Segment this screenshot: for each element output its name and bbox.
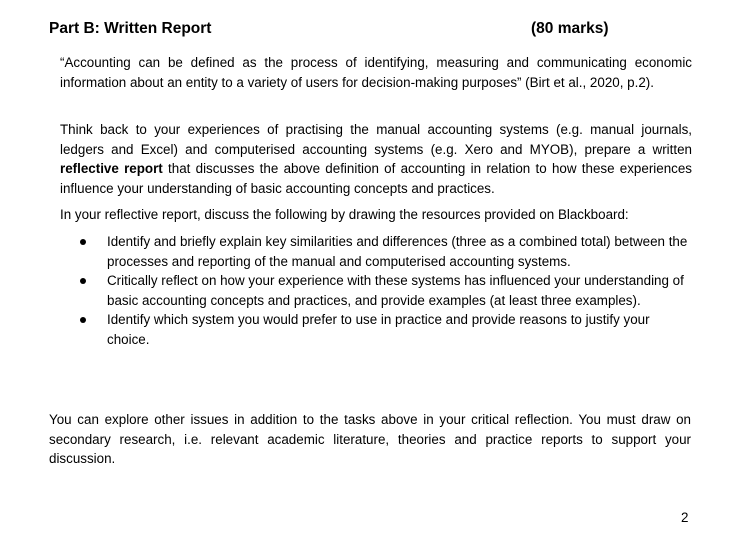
section-title: Part B: Written Report xyxy=(49,20,212,37)
section-heading xyxy=(49,20,619,44)
list-item xyxy=(60,271,700,310)
intro-paragraph: In your reflective report, discuss the following by drawing the resources provided on Blackboard: xyxy=(60,207,629,222)
instructions-text-before: Think back to your experiences of practising the manual accounting systems (e.g. manual journals, ledgers and Excel) and computerised accounting systems (e.g. Xero and MYOB), prepare a written xyxy=(60,122,692,157)
task-list xyxy=(60,232,700,349)
marks-label: (80 marks) xyxy=(531,20,609,37)
list-item xyxy=(60,310,700,349)
page-number: 2 xyxy=(681,510,689,525)
list-item-text: Identify and briefly explain key similarities and differences (three as a combined total) between the processes and reporting of the manual and computerised accounting systems. xyxy=(107,234,688,269)
list-item xyxy=(60,232,700,271)
instructions-paragraph xyxy=(60,120,692,198)
closing-paragraph: You can explore other issues in addition to the tasks above in your critical reflection. You must draw on secondary research, i.e. relevant academic literature, theories and practice reports to support your discussion. xyxy=(49,412,691,466)
bullet-icon xyxy=(80,317,86,323)
bullet-icon xyxy=(80,239,86,245)
bullet-icon xyxy=(80,278,86,284)
list-item-text: Identify which system you would prefer to use in practice and provide reasons to justify your choice. xyxy=(107,312,650,347)
list-item-text: Critically reflect on how your experience with these systems has influenced your understanding of basic accounting concepts and practices, and provide examples (at least three examples). xyxy=(107,273,684,308)
instructions-text-after: that discusses the above definition of accounting in relation to how these experiences influence your understanding of basic accounting concepts and practices. xyxy=(60,161,692,196)
instructions-emphasis: reflective report xyxy=(60,161,163,176)
definition-quote: “Accounting can be defined as the process of identifying, measuring and communicating economic information about an entity to a variety of users for decision-making purposes” (Birt et al., 2020, p.2). xyxy=(60,55,692,90)
